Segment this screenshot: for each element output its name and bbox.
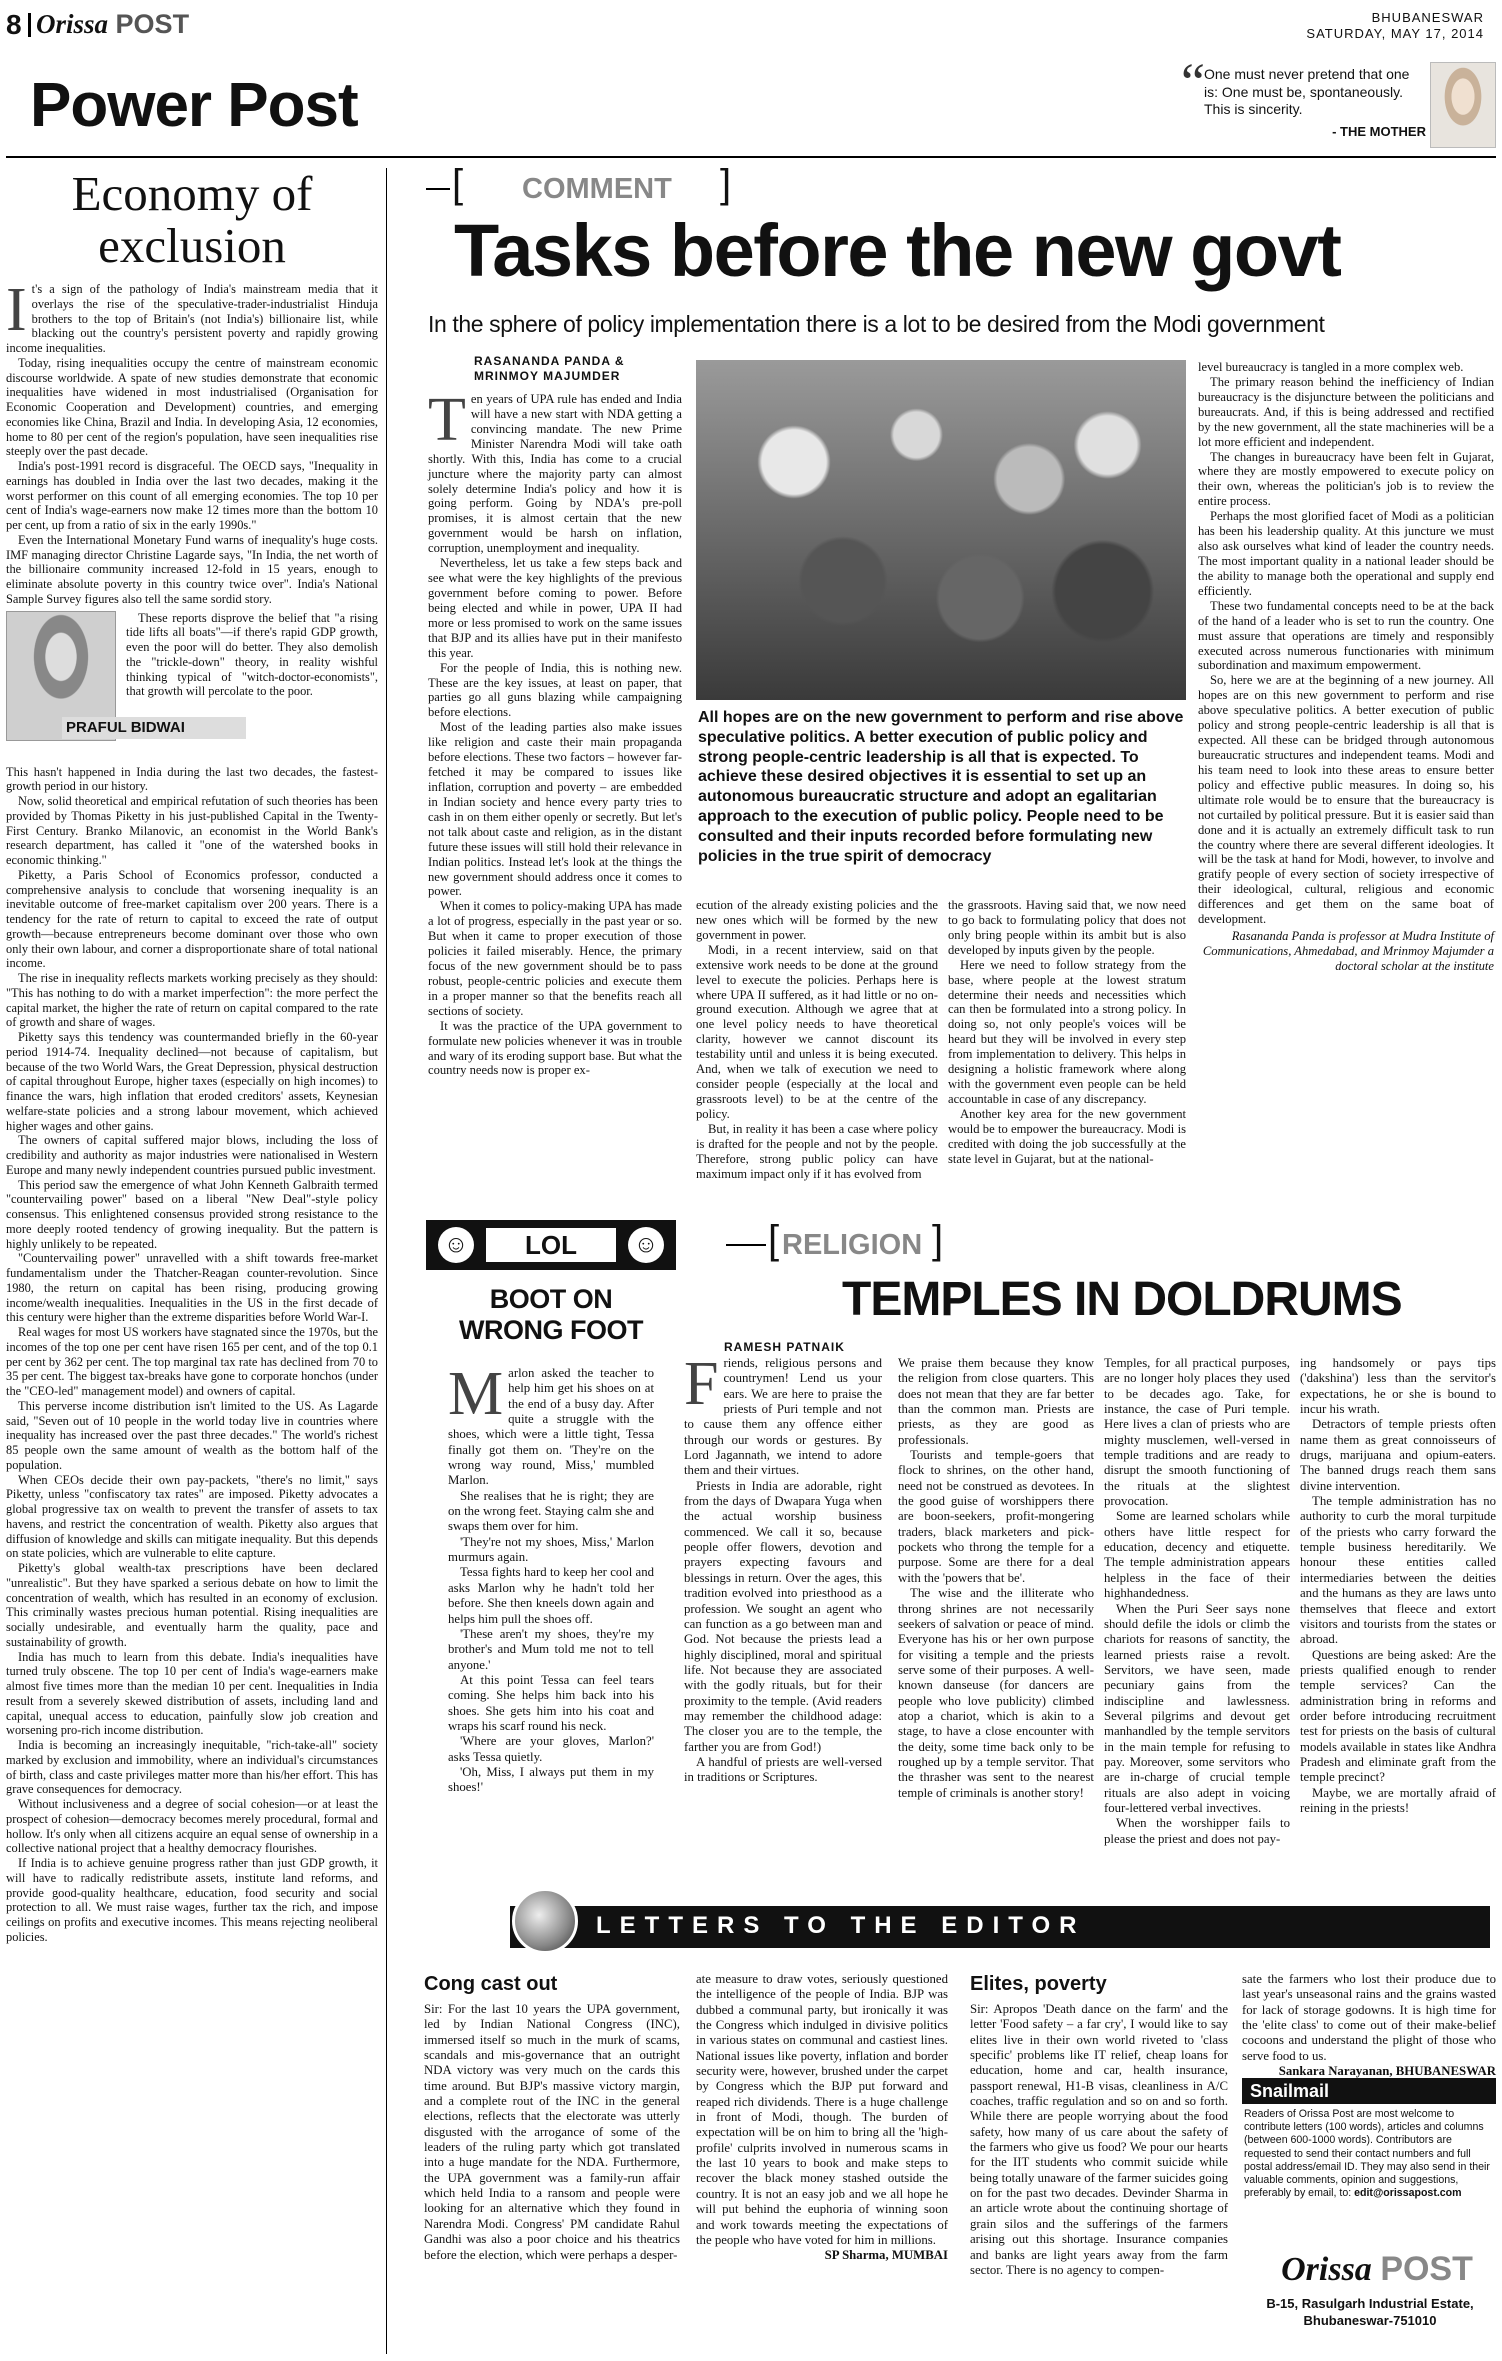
religion-para: The wise and the illiterate who throng shrines are not necessarily seekers of salvation or peace of mind. Everyone has his or her own purpose for visiting a temple and the priests serve some of their purposes. A well-known danseuse (for dancers are people who love publicity) climbed atop a chariot, which is akin to a stage, to have a close encounter with the deity, some time back only to be roughed up by a temple servitor. That the thrasher was sent to the nearest temple of criminals is another story! <box>898 1586 1094 1800</box>
religion-para: When the worshipper fails to please the priest and does not pay- <box>1104 1816 1290 1846</box>
snailmail-text <box>1244 2108 1496 2201</box>
letters-globe-icon <box>512 1888 578 1954</box>
religion-para: Tourists and temple-goers that flock to shrines, on the other hand, need not be construed as devotees. In the good guise of worshippers there are boon-seekers, profit-mongering traders, black marketers and pick-pockets who throng the temple for a purpose. Some are there for a deal with the 'powers that be'. <box>898 1448 1094 1585</box>
article-para: When CEOs decide their own pay-packets, "there's no limit," says Piketty, unless "confiscatory tax rates" are imposed. Piketty advocates a global progressive tax on wealth to prevent the transfer of assets to tax havens, and restrict the concentration of wealth. Piketty also argues that diffusion of knowledge and skills can mitigate inequality. But this depends on state policies, which are vulnerable to elite capture. <box>6 1472 378 1561</box>
religion-para: Priests in India are adorable, right from the days of Dwapara Yuga when the actual worship business commenced. We call it so, because people offer flowers, devotion and prayers expecting favours and blessings in return. Over the ages, this tradition evolved into priesthood as a profession. We sought an agent who can function as a go between man and God. Not because the priests lead a highly disciplined, moral and spiritual life. Not because they are associated with the godly rituals, but for their proximity to the temple. (Avid readers may remember the childhood adage: The closer you are to the temple, the farther you are from God!) <box>684 1478 882 1754</box>
comment-para: Perhaps the most glorified facet of Modi as a politician has been his leadership quality. At this juncture we must also ask ourselves what kind of leader the country needs. The most important quality in a national leader should be the ability to manage both the operational and supply end efficiently. <box>1198 509 1494 598</box>
comment-headline: Tasks before the new govt <box>454 209 1341 292</box>
author-name: PRAFUL BIDWAI <box>62 717 246 740</box>
article-para: These reports disprove the belief that "a rising tide lifts all boats"—if there's rapid GDP growth, even the poor will do better. They also demolish the "trickle-down" theory, in reality wishful thinking typical of "witch-doctor-economists", that growth will percolate to the poor. <box>126 610 378 699</box>
letter-signature: Sankara Narayanan, BHUBANESWAR <box>1278 2064 1496 2079</box>
article-para: India has much to learn from this debate. India's inequalities have turned truly obscene. The top 10 per cent of India's wage-earners make almost five times more than the median 10 per cent. Inequalities in India result from a severely skewed distribution of assets, including land and capital, unequal access to education, painfully slow job creation and worsening pro-rich income distribution. <box>6 1649 378 1738</box>
footer-address-line: B-15, Rasulgarh Industrial Estate, <box>1266 2296 1474 2311</box>
comment-para: Nevertheless, let us take a few steps back and see what were the key highlights of the previous government before coming to power. Before being elected and while in power, UPA II had more or less promised to work on the same issues that BJP and its allies have put in their manifesto this year. <box>428 556 682 660</box>
article-para: Piketty says this tendency was countermanded briefly in the 60-year period 1914-74. Inequality declined—not because of capitalism, but because of the two World Wars, the Great Depression, physical destruction of capital throughout Europe, higher taxes (especially on high incomes) to finance the wars, high inflation that eroded creditors' assets, Keynesian welfare-state policies and a strong labour movement, which achieved higher wages and other gains. <box>6 1030 378 1133</box>
comment-column-1 <box>428 386 682 1078</box>
comment-para: the grassroots. Having said that, we now need to go back to formulating policy that does not only bring people within its ambit but is also developed by inputs given by the people. <box>948 898 1186 957</box>
comment-para: The changes in bureaucracy have been felt in Gujarat, where they are mostly empowered to execute policy on their own, whereas the politician's job is to review the entire process. <box>1198 449 1494 509</box>
article-para: India is becoming an increasingly inequitable, "rich-take-all" society marked by exclusion and immobility, where an individual's circumstances of birth, class and caste privileges matter more than his/her effort. This has grave consequences for democracy. <box>6 1738 378 1797</box>
letter-para: sate the farmers who lost their produce due to last year's unseasonal rains and the grains wasted for lack of storage godowns. It is high time for the 'elite class' to come out of their make-belief cocoons and understand the plight of those who serve food to us. <box>1242 1972 1496 2063</box>
letter-para: Sir: Apropos 'Death dance on the farm' and the letter 'Food safety – a far cry', I would like to say elites live in their own world riveted to 'class specific' problems like IT relief, cheap loans for education, home and car, health insurance, passport renewal, H1-B visas, cleanliness in A/C coaches, traffic regulation and so on and so forth. While there are people worrying about the food safety, how many of us care about the safety of the farmers who give us food? We pour our hearts for the IIT students who commit suicide while being totally unaware of the farmer suicides going on for the past two decades. Devinder Sharma in an article wrote about the continuing shortage of grain silos and the sufferings of the farmers arising out this shortage. Insurance companies and banks are light years away from the farm sector. There is no agency to compen- <box>970 2002 1228 2277</box>
comment-para: level bureaucracy is tangled in a more complex web. <box>1198 360 1464 374</box>
lol-headline <box>426 1284 676 1346</box>
comment-para: Modi, in a recent interview, said on that extensive work needs to be done at the ground level to execute the policies. Perhaps here is where UPA II suffered, as it had little or no on-ground execution. Although we agree that at one level policy needs to have theoretical clarity, however we cannot discount its testability until and unless it is being executed. And, when we talk of execution we need to consider people (especially at the local and grassroots level) to be at the centre of the policy. <box>696 942 938 1121</box>
snailmail-email[interactable]: edit@orissapost.com <box>1354 2187 1462 2200</box>
article-para: The owners of capital suffered major blows, including the loss of credibility and authority as major industries were nationalised in Western Europe and many newly independent countries pursued public investment. <box>6 1133 378 1177</box>
footer-brand-orissa: Orissa <box>1281 2251 1372 2288</box>
article-title-line1: Economy of <box>71 166 313 221</box>
snailmail-body: Readers of Orissa Post are most welcome to contribute letters (100 words), articles and columns (between 600-1000 words). Contributors are requested to send their contact numbers and full postal address/email ID. They may also send in their valuable comments, opinion and suggestions, preferably by email, to: <box>1244 2108 1490 2200</box>
lol-para: Tessa fights hard to keep her cool and asks Marlon why he hadn't told her before. She then kneels down again and helps him pull the shoes off. <box>448 1565 654 1626</box>
byline-line: MRINMOY MAJUMDER <box>474 369 621 383</box>
quote-mark-icon: “ <box>1181 52 1205 112</box>
religion-para: ing handsomely or pays tips ('dakshina') less than the servitor's expectations, he or she is bound to incur his wrath. <box>1300 1356 1496 1417</box>
article-para-beside-photo <box>126 611 378 700</box>
kicker-line <box>726 1244 766 1246</box>
comment-para: Ten years of UPA rule has ended and India will have a new start with NDA getting a convincing mandate. The new Prime Minister Narendra Modi will take oath shortly. With this, India has come to a crucial juncture where the majority party can almost solely determine India's policy and how it is going perform. Going by NDA's pre-poll promises, it is almost certain that the new government would be harsh on inflation, corruption, unemployment and inequality. <box>428 386 682 556</box>
quote-of-day: One must never pretend that one is: One must be, spontaneously. This is sincerity. <box>1204 66 1410 117</box>
author-block <box>6 611 378 765</box>
column-divider <box>386 168 387 2354</box>
article-para: "Countervailing power" unravelled with a shift towards free-market fundamentalism under the Thatcher-Reagan counter-revolution. Since 1980, the return on capital has been rising, producing growing income/wealth inequalities. Inequalities in the US in the first decade of this century were higher than the extreme disparities before World War-I. <box>6 1251 378 1325</box>
article-body-bottom <box>6 765 378 1945</box>
article-para: This period saw the emergence of what John Kenneth Galbraith termed "countervailing power" based on a liberal "New Deal"-style policy consensus. This enlightened consensus provided strong resistance to the more deeply rooted tendency of growing inequality. But the pattern is highly unlikely to be repeated. <box>6 1177 378 1251</box>
comment-byline <box>474 354 625 384</box>
comment-para: The primary reason behind the inefficiency of Indian bureaucracy is the disjuncture between the politicians and bureaucrats. And, if this is being addressed and rectified by the new government, all the state machineries will be a lot more efficient and independent. <box>1198 374 1494 449</box>
comment-para: For the people of India, this is nothing new. These are the key issues, at least on paper, that parties go all guns blazing while campaigning before elections. <box>428 660 682 720</box>
religion-para: Detractors of temple priests often name them as great connoisseurs of drugs, marijuana and opium-eaters. The banned drugs reach them sans divine intervention. <box>1300 1417 1496 1493</box>
lol-label: LOL <box>486 1228 616 1262</box>
footer-brand <box>1262 2248 1492 2291</box>
lol-banner <box>426 1220 676 1270</box>
comment-standfirst: In the sphere of policy implementation there is a lot to be desired from the Modi government <box>428 311 1325 337</box>
kicker-bracket-left: [ <box>768 1218 780 1262</box>
comment-para: It was the practice of the UPA government to formulate new policies whenever it was in trouble and wary of its eroding support base. But what the country needs now is proper ex- <box>428 1018 682 1078</box>
masthead-rule <box>6 156 1496 158</box>
religion-kicker-label: RELIGION <box>782 1229 923 1261</box>
laughing-face-icon: ☺ <box>438 1227 474 1263</box>
religion-para: Friends, religious persons and countrymen! Lend us your ears. We are here to praise the priests of Puri temple and not to cause them any offence either through our words or gestures. By Lord Jagannath, we intend to adore them and their virtues. <box>684 1350 882 1478</box>
article-para: If India is to achieve genuine progress rather than just GDP growth, it will have to radically redistribute assets, institute land reforms, and provide good-quality healthcare, education, food security and social protection to all. We must raise wages, further tax the rich, and impose ceilings on profits and executive incomes. This means rejecting neoliberal policies. <box>6 1856 378 1944</box>
laughing-face-icon: ☺ <box>628 1227 664 1263</box>
religion-kicker <box>726 1218 966 1266</box>
the-mother-photo <box>1430 62 1496 148</box>
comment-column-3 <box>948 898 1186 1167</box>
kicker-bracket-right: ] <box>720 162 732 206</box>
comment-para: So, here we are at the beginning of a new journey. All hopes are on this new government to perform and rise above speculative politics. A better execution of public policy and strong people-centric leadership is all that is expected. All these can be bridged through autonomous bureaucratic structures and independent teams. Modi and his team need to look into these areas to ensure better policy and effective public measures. In doing so, his ultimate role would be to ensure that the bureaucracy is not curtailed by political pressure. But it is easier said than done and it is actually an extremely difficult task to run the country where there are several different ideologies. It will be the task at hand for Modi, however, to involve and gratify people of every section of society irrespective of their ideological, cultural, religious and economic differences and get them on the same boat of development. <box>1198 673 1494 927</box>
religion-column-3 <box>1104 1356 1290 1847</box>
lol-para: She realises that he is right; they are on the wrong feet. Staying calm she and swaps them over for him. <box>448 1488 654 1534</box>
lol-para: 'They're not my shoes, Miss,' Marlon murmurs again. <box>448 1534 654 1565</box>
article-para: It's a sign of the pathology of India's mainstream media that it overlays the rise of the speculative-trader-industrialist Hinduja brothers to the top of Britain's (not India's) billionaire list, while blacking out the country's persistent poverty and rapidly growing income inequalities. <box>6 276 378 355</box>
edition-city: BHUBANESWAR <box>1371 10 1484 25</box>
letter-body-col2 <box>1242 1972 1496 2079</box>
comment-para: Another key area for the new government would be to empower the bureaucracy. Modi is credited with doing the job successfully at the state level in Gujarat, but at the national- <box>948 1106 1186 1166</box>
religion-para: A handful of priests are well-versed in traditions or Scriptures. <box>684 1754 882 1785</box>
comment-kicker-label: COMMENT <box>522 173 672 205</box>
comment-para: Here we need to follow strategy from the base, where people at the lowest stratum determine their needs and necessities which can then be formulated into a strong policy. In doing so, not only people's voices will be heard but they will be involved in every step from implementation to delivery. This helps in designing a holistic framework where along with the government even people can be held accountable in case of any discrepancy. <box>948 957 1186 1106</box>
letter-para: Sir: For the last 10 years the UPA government, led by Indian National Congress (INC), immersed itself so much in the murk of scams, scandals and mis-governance that an outright NDA victory was very much on the cards this time around. But BJP's massive victory margin, and a complete rout of the INC in the general elections, reflects that the electorate was utterly disgusted with the arrogance of some of the leaders of the ruling party which got translated into a huge mandate for the NDA. Furthermore, the UPA government was a family-run affair which held India to a ransom and people were looking for an alternative which they found in Narendra Modi. Congress' PM candidate Rahul Gandhi was also a poor choice and his theatrics before the election, which were perhaps a desper- <box>424 2002 680 2262</box>
kicker-bracket-right: ] <box>932 1218 944 1262</box>
brand-post: POST <box>115 9 190 39</box>
lol-para: 'These aren't my shoes, they're my brother's and Mum told me not to tell anyone.' <box>448 1626 654 1672</box>
religion-para: Temples, for all practical purposes, are no longer holy places they used to be decades ago. Take, for instance, the case of Puri temple. Here lives a clan of priests who are mighty musclemen, well-versed in temple traditions and are ready to disrupt the smooth functioning of the rituals at the slightest provocation. <box>1104 1356 1290 1509</box>
article-para: Now, solid theoretical and empirical refutation of such theories has been provided by Thomas Piketty in his just-published Capital in the Twenty-First Century. Branko Milanovic, an economist in the World Bank's research department, has called it "one of the watershed books in economic thinking." <box>6 794 378 867</box>
religion-column-2 <box>898 1356 1094 1801</box>
lol-headline-line: BOOT ON <box>489 1284 613 1314</box>
edition-date: SATURDAY, MAY 17, 2014 <box>1306 26 1484 41</box>
brand-orissa: Orissa <box>36 9 109 39</box>
footer-brand-post: POST <box>1380 2250 1473 2288</box>
letter-body-col2 <box>696 1972 948 2264</box>
kicker-bracket-left: [ <box>452 162 464 206</box>
comment-kicker <box>426 162 766 206</box>
article-para: This perverse income distribution isn't limited to the US. As Lagarde said, "Seven out of 10 people in the world today live in countries where inequality has increased over the past three decades." The world's richest 85 people own the same amount of wealth as the bottom half of the population. <box>6 1398 378 1472</box>
letter-title: Cong cast out <box>424 1973 558 1995</box>
religion-column-4 <box>1300 1356 1496 1816</box>
crowd-photo <box>696 360 1186 700</box>
article-para: This hasn't happened in India during the last two decades, the fastest-growth period in our history. <box>6 764 378 794</box>
article-body-top <box>6 276 378 607</box>
author-bio: Rasananda Panda is professor at Mudra Institute of Communications, Ahmedabad, and Mrinmoy Majumder a doctoral scholar at the institute <box>1202 929 1494 973</box>
comment-para: But, in reality it has been a case where policy is drafted for the people and not by the people. Therefore, strong public policy can have maximum impact only if it has evolved from <box>696 1121 938 1181</box>
religion-column-1 <box>684 1350 882 1786</box>
photo-caption: All hopes are on the new government to perform and rise above speculative politics. A better execution of public policy and strong people-centric leadership is all that is expected. To achieve these desired objectives it is essential to set up an autonomous bureaucratic structure and adopt an egalitarian approach to the execution of public policy. People need to be consulted and their inputs recorded before formulating new policies in the true spirit of democracy <box>698 708 1186 867</box>
article-para: India's post-1991 record is disgraceful. The OECD says, "Inequality in earnings has doubled in India over the last two decades, making it the worst performer on this count of all emerging economies. The top 10 per cent of India's wage-earners now make 12 times more than the bottom 10 per cent, up from a ratio of six in the early 1990s." <box>6 459 378 532</box>
snailmail-title: Snailmail <box>1242 2078 1496 2104</box>
page-number: 8 <box>6 9 22 40</box>
article-para: Even the International Monetary Fund warns of inequality's huge costs. IMF managing director Christine Lagarde says, "In India, the net worth of the billionaire community increased 12-fold in 15 years, enough to eliminate absolute poverty in this country twice over". India's National Sample Survey figures also tell the same sordid story. <box>6 532 378 606</box>
religion-para: When the Puri Seer says none should defile the idols or climb the chariots for reasons of sanctity, the learned priests raise a revolt. Servitors, we have seen, made pecuniary gains from the indiscipline and lawlessness. Several pilgrims and devout get manhandled by the temple servitors in the main temple for refusing to pay. Moreover, some servitors who are in-charge of crucial temple rituals are also adept in voicing four-lettered verbal invectives. <box>1104 1601 1290 1815</box>
comment-para: Most of the leading parties also make issues like religion and caste their main propaganda before elections. These two factors – however far-fetched it may be compared to issues like inflation, corruption and poverty – are embedded in Indian society and hence every party tries to cash in on them either openly or secretly. But let's not talk about caste and religion, as in the distant future these issues will still hold their relevance in Indian politics. Instead let's look at the things the new government should address once it comes to power. <box>428 720 682 899</box>
religion-para: Some are learned scholars while others have little respect for education, decency and etiquette. The temple administration appears helpless in the face of their highhandedness. <box>1104 1509 1290 1601</box>
section-title: Power Post <box>30 71 358 140</box>
comment-column-4 <box>1198 360 1494 974</box>
lol-para: Marlon asked the teacher to help him get his shoes on at the end of a busy day. After quite a struggle with the shoes, which were a little tight, Tessa finally got them on. 'They're on the wrong way round, Miss,' mumbled Marlon. <box>448 1360 654 1488</box>
article-title <box>6 168 378 272</box>
article-para: Piketty, a Paris School of Economics professor, conducted a comprehensive analysis to conclude that worsening inequality is an inevitable outcome of free-market capitalism over 200 years. There is a tendency for the rate of return to capital to exceed the rate of output growth—because entrepreneurs become dominant over those who own only their own labour, and corner a disproportionate share of total national income. <box>6 867 378 971</box>
letter-para: ate measure to draw votes, seriously questioned the intelligence of the people of India. BJP was dubbed a communal party, but ironically it was the Congress which indulged in divisive politics in various states on communal and castiest lines. National issues like poverty, inflation and border security were, however, brushed under the carpet by Congress which the BJP put forward and reaped rich dividends. There is a huge challenge in front of Modi, though. The burden of expectation will be on him to bring all the 'high-profile' culprits involved in numerous scams in the last 10 years to book and make steps to recover the black money stashed outside the country. It is not an easy job and we all hope he will put behind the euphoria of winning soon and work towards meeting the expectations of the people who have voted for him in millions. <box>696 1972 948 2247</box>
religion-byline: RAMESH PATNAIK <box>724 1340 845 1354</box>
article-para: Without inclusiveness and a degree of social cohesion—or at least the prospect of cohesion—democracy becomes merely procedural, formal and hollow. It's only when all citizens acquire an equal sense of ownership in a collective national project that a healthy democracy flourishes. <box>6 1797 378 1856</box>
article-para: Today, rising inequalities occupy the centre of mainstream economic discourse worldwide. A spate of new studies demonstrate that economic inequalities have widened in most industrialised (Organisation for Economic Cooperation and Development) countries, and emerging economies like China, Brazil and India. In developing Asia, 12 economies, home to 80 per cent of the region's population, have seen inequalities rise steeply over the past decade. <box>6 355 378 459</box>
religion-para: Maybe, we are mortally afraid of reining in the priests! <box>1300 1785 1496 1815</box>
header-divider <box>28 13 31 37</box>
letter-signature: SP Sharma, MUMBAI <box>824 2248 948 2263</box>
letters-banner-title: LETTERS TO THE EDITOR <box>596 1912 1086 1939</box>
letter-title: Elites, poverty <box>970 1973 1107 1995</box>
quote-author: - THE MOTHER <box>1332 124 1426 139</box>
religion-headline: TEMPLES IN DOLDRUMS <box>842 1273 1402 1326</box>
brand-logo <box>36 8 189 41</box>
article-title-line2: exclusion <box>98 218 286 273</box>
opinion-article <box>6 168 378 2354</box>
comment-para: These two fundamental concepts need to be at the back of the hand of a leader who is set to run the country. One must assure that operations are timely and responsibly executed across numerous functionaries with minimum subordination and maximum empowerment. <box>1198 598 1494 673</box>
lol-headline-line: WRONG FOOT <box>459 1315 643 1345</box>
article-para: Piketty's global wealth-tax prescriptions have been declared "unrealistic". But they have sparked a serious debate on how to limit the concentration of wealth, which has resulted in an economy of exclusion. This criminally wastes precious human potential. Rising inequalities are socially undesirable, and eventually harm the quality, pace and sustainability of growth. <box>6 1561 378 1649</box>
lol-body <box>448 1360 654 1796</box>
letter-body-col1 <box>424 2002 680 2263</box>
comment-para: When it comes to policy-making UPA has made a lot of progress, especially in the past year or so. But when it came to proper execution of those policies it failed miserably. Hence, the primary focus of the new government should be to pass robust, people-centric policies and execute them in a proper manner so that the benefits reach all sections of society. <box>428 899 682 1018</box>
page-header <box>6 8 1496 148</box>
article-para: The rise in inequality reflects markets working precisely as they should: "This has nothing to do with a market imperfection": the more perfect the capital market, the higher the rate of return on capital compared to the rate of growth and share of wages. <box>6 971 378 1030</box>
religion-para: Questions are being asked: Are the priests qualified enough to render temple services? Can the administration bring in reforms and order before introducing recruitment test for priests on the basis of cultural models available in states like Andhra Pradesh and eliminate graft from the temple precinct? <box>1300 1647 1496 1785</box>
lol-box <box>426 1220 676 1840</box>
religion-para: The temple administration has no authority to curb the moral turpitude of the priests who carry forward the temple business hereditarily. We honour these entities called intermediaries between the deities and the humans as they are laws unto themselves that fleece and extort visitors and tourists from the states or abroad. <box>1300 1494 1496 1647</box>
religion-para: We praise them because they know the religion from close quarters. This does not mean that they are far better than the common man. Priests are priests, as they are good as professionals. <box>898 1356 1094 1447</box>
lol-para: At this point Tessa can feel tears coming. She helps him back into his shoes. She gets him into his coat and wraps his scarf round his neck. <box>448 1672 654 1733</box>
kicker-line <box>426 188 450 190</box>
comment-para: ecution of the already existing policies and the new ones which will be formed by the new government in power. <box>696 898 938 942</box>
article-para: Real wages for most US workers have stagnated since the 1970s, but the incomes of the top one per cent have risen 165 per cent, and of the top 0.1 per cent by 362 per cent. The top marginal tax rate has declined from 70 to 35 per cent. The biggest tax-breaks have gone to corporate honchos (under the "CEO-led" management model) and owners of capital. <box>6 1325 378 1398</box>
footer-address-line: Bhubaneswar-751010 <box>1303 2312 1437 2328</box>
letter-body-col1 <box>970 2002 1228 2278</box>
footer-address <box>1244 2296 1496 2330</box>
lol-para: 'Oh, Miss, I always put them in my shoes!' <box>448 1764 654 1795</box>
lol-para: 'Where are your gloves, Marlon?' asks Tessa quietly. <box>448 1734 654 1764</box>
byline-line: RASANANDA PANDA & <box>474 354 625 368</box>
comment-column-2 <box>696 898 938 1182</box>
